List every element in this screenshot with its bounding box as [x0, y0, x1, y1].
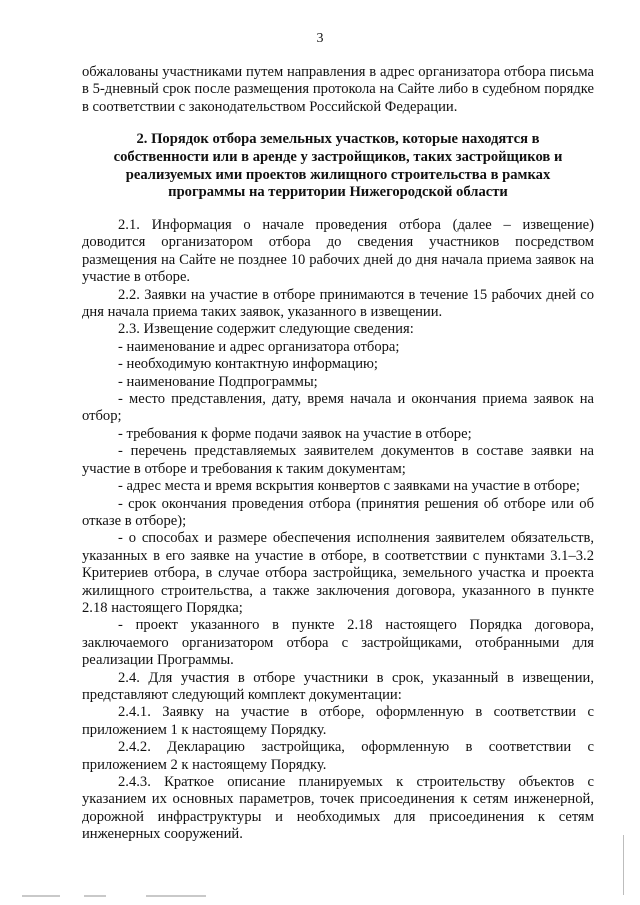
heading-line: программы на территории Нижегородской области [168, 184, 508, 201]
list-item: - адрес места и время вскрытия конвертов с заявками на участие в отборе; [118, 478, 580, 495]
list-item: - место представления, дату, время начала и окончания приема заявок на отбор; [82, 391, 594, 425]
intro-block [82, 64, 594, 116]
heading-line: собственности или в аренде у застройщиков, таких застройщиков и [113, 148, 563, 165]
clause-2-1: 2.1. Информация о начале проведения отбора (далее – извещение) доводится организатором отбора до сведения участников посредством размещения на Сайте не позднее 10 рабочих дней до дня начала приема заявок на участие в отборе. [82, 217, 594, 286]
list-item: - наименование и адрес организатора отбора; [118, 338, 400, 355]
list-item: - о способах и размере обеспечения исполнения заявителем обязательств, указанных в его заявке на участие в отборе, в соответствии с пунктами 3.1–3.2 Критериев отбора, в случае отбора застройщика, земельного участка и проекта жилищного строительства, а также заключения договора, указанного в пункте 2.18 настоящего Порядка; [82, 530, 594, 616]
clause-2-2: 2.2. Заявки на участие в отборе принимаются в течение 15 рабочих дней со дня начала приема таких заявок, указанного в извещении. [82, 286, 594, 321]
heading-line: 2. Порядок отбора земельных участков, которые находятся в [136, 131, 540, 147]
list-item: - проект указанного в пункте 2.18 настоящего Порядка договора, заключаемого организатором отбора с застройщиками, отобранными для реализации Программы. [82, 617, 594, 669]
scan-smudge [84, 895, 106, 897]
list-item: - требования к форме подачи заявок на участие в отборе; [118, 425, 472, 442]
list-item: - наименование Подпрограммы; [118, 373, 318, 390]
clause-2-4: 2.4. Для участия в отборе участники в срок, указанный в извещении, представляют следующий комплект документации: [82, 669, 594, 703]
intro-paragraph: обжалованы участниками путем направления в адрес организатора отбора письма в 5-дневный срок после размещения протокола на Сайте либо в судебном порядке в соответствии с законодательством Российской Федерации. [82, 64, 594, 115]
page-number: 3 [316, 31, 324, 46]
section-2-body [82, 217, 594, 844]
list-item: - необходимую контактную информацию; [118, 356, 378, 373]
heading-line: реализуемых ими проектов жилищного строительства в рамках [125, 166, 551, 183]
clause-2-4-1: 2.4.1. Заявку на участие в отборе, оформленную в соответствии с приложением 1 к настоящему Порядку. [82, 704, 594, 738]
list-item: - срок окончания проведения отбора (принятия решения об отборе или об отказе в отборе); [82, 495, 594, 529]
scan-edge-mark [623, 835, 624, 895]
list-item: - перечень представляемых заявителем документов в составе заявки на участие в отборе и требования к таким документам; [82, 443, 594, 477]
clause-2-4-3: 2.4.3. Краткое описание планируемых к строительству объектов с указанием их основных параметров, точек присоединения к сетям инженерной, дорожной инфраструктуры и необходимых для присоединения к сетям инженерных сооружений. [82, 774, 594, 843]
scan-smudge [22, 895, 60, 897]
scan-smudge [146, 895, 206, 897]
section-2-heading [82, 131, 594, 202]
clause-2-4-2: 2.4.2. Декларацию застройщика, оформленную в соответствии с приложением 2 к настоящему Порядку. [82, 739, 594, 773]
clause-2-3: 2.3. Извещение содержит следующие сведения: [118, 321, 414, 338]
